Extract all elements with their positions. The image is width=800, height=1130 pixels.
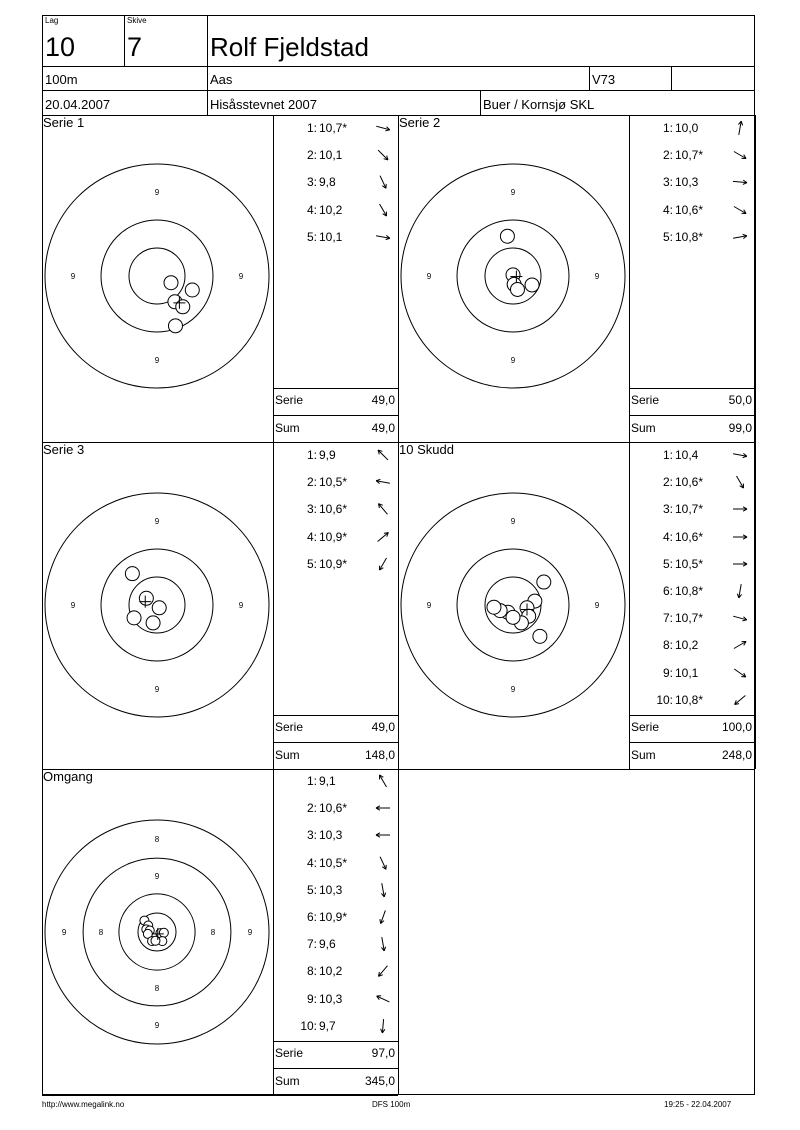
shot-score: 10,4 xyxy=(675,448,699,462)
shot-number: 7: xyxy=(662,611,673,626)
section-title: Serie 3 xyxy=(43,442,85,457)
shot-row xyxy=(629,665,755,681)
target-diagram xyxy=(42,789,273,1095)
serie-line xyxy=(629,388,755,389)
shot-row xyxy=(629,202,755,218)
ring-number-label: 8 xyxy=(210,928,216,937)
shot-score: 10,3 xyxy=(319,991,343,1006)
shot-row xyxy=(273,447,398,463)
shot-row xyxy=(629,120,755,136)
venue: Buer / Kornsjø SKL xyxy=(483,97,595,112)
shot-score: 10,2 xyxy=(319,202,343,217)
ring-number-label: 9 xyxy=(238,272,244,281)
shot-score: 10,6* xyxy=(675,202,704,217)
ring-number-label: 9 xyxy=(510,517,516,526)
serie-label: Serie xyxy=(275,720,304,734)
shot-score: 10,6* xyxy=(319,502,348,517)
shot-score: 10,1 xyxy=(675,665,699,680)
shot-score: 10,3 xyxy=(319,828,343,843)
direction-arrow-icon xyxy=(731,447,749,463)
serie-line xyxy=(273,388,398,389)
serie-value: 50,0 xyxy=(728,393,752,407)
ring-number-label: 9 xyxy=(247,928,253,937)
shot-number: 10: xyxy=(300,1018,317,1033)
direction-arrow-icon xyxy=(374,174,392,190)
shot-hole xyxy=(159,928,168,937)
direction-arrow-icon xyxy=(374,936,392,952)
serie-value: 100,0 xyxy=(721,720,752,734)
ring-number-label: 9 xyxy=(70,272,76,281)
shot-hole xyxy=(168,319,182,333)
event: Hisåsstevnet 2007 xyxy=(210,97,317,112)
sum-line xyxy=(273,742,398,743)
shot-hole xyxy=(525,278,539,292)
sum-line xyxy=(629,742,755,743)
shot-score: 10,3 xyxy=(675,175,699,190)
target-diagram xyxy=(42,135,273,442)
shot-hole xyxy=(125,567,139,581)
shot-row xyxy=(273,474,398,490)
shot-number: 5: xyxy=(306,229,317,244)
serie-label: Serie xyxy=(275,1046,304,1060)
direction-arrow-icon xyxy=(731,529,749,545)
footer-url: http://www.megalink.no xyxy=(42,1100,125,1109)
shot-row xyxy=(273,529,398,545)
shot-row xyxy=(273,229,398,245)
shot-score: 10,7* xyxy=(675,148,704,163)
shot-number: 1: xyxy=(306,774,317,788)
skive-value: 7 xyxy=(127,32,143,62)
header-divider-lag xyxy=(124,15,125,66)
target-ring xyxy=(457,549,569,661)
direction-arrow-icon xyxy=(731,692,749,708)
sum-value: 49,0 xyxy=(371,421,395,435)
shot-number: 9: xyxy=(306,991,317,1006)
section-right-edge xyxy=(398,769,399,1095)
shot-number: 3: xyxy=(306,502,317,517)
shot-hole xyxy=(151,936,160,945)
shot-number: 1: xyxy=(662,448,673,462)
shot-score: 10,7* xyxy=(319,121,348,135)
shot-number: 4: xyxy=(662,529,673,544)
shot-number: 4: xyxy=(306,529,317,544)
header-line-1 xyxy=(42,66,755,67)
shot-score: 10,6* xyxy=(675,529,704,544)
shot-row xyxy=(629,556,755,572)
shot-hole xyxy=(537,575,551,589)
ring-number-label: 9 xyxy=(426,601,432,610)
lag-label: Lag xyxy=(45,16,59,25)
shot-hole xyxy=(510,282,524,296)
direction-arrow-icon xyxy=(374,120,392,136)
footer-center: DFS 100m xyxy=(372,1100,411,1109)
section-right-edge xyxy=(755,115,756,442)
sum-value: 248,0 xyxy=(721,748,752,762)
section-bottom-edge xyxy=(42,1095,398,1096)
sum-label: Sum xyxy=(631,421,656,435)
shot-row xyxy=(273,202,398,218)
shot-row xyxy=(629,583,755,599)
shot-score: 10,1 xyxy=(319,148,343,163)
shot-number: 2: xyxy=(662,148,673,163)
lag-value: 10 xyxy=(45,32,76,62)
shot-number: 3: xyxy=(662,175,673,190)
serie-line xyxy=(273,1041,398,1042)
distance: 100m xyxy=(45,72,78,87)
ring-number-label: 9 xyxy=(70,601,76,610)
serie-value: 49,0 xyxy=(371,393,395,407)
shot-row xyxy=(273,120,398,136)
shot-number: 6: xyxy=(306,910,317,924)
direction-arrow-icon xyxy=(731,501,749,517)
shot-number: 4: xyxy=(662,202,673,217)
ring-number-label: 9 xyxy=(426,272,432,281)
shot-number: 1: xyxy=(306,121,317,135)
shot-row xyxy=(629,610,755,626)
shot-row xyxy=(629,474,755,490)
shot-score: 10,5* xyxy=(675,556,704,571)
shot-number: 5: xyxy=(662,556,673,571)
shot-row xyxy=(273,501,398,517)
shot-score: 9,1 xyxy=(319,774,336,788)
ring-number-label: 9 xyxy=(154,685,160,694)
shot-score: 10,5* xyxy=(319,475,348,490)
shot-row xyxy=(273,909,398,925)
shot-number: 3: xyxy=(306,828,317,843)
shot-row xyxy=(273,1018,398,1034)
shot-score: 10,2 xyxy=(675,638,699,653)
header-divider-class xyxy=(589,66,590,90)
shot-row xyxy=(629,229,755,245)
direction-arrow-icon xyxy=(731,229,749,245)
direction-arrow-icon xyxy=(731,174,749,190)
section-title: Omgang xyxy=(43,769,93,784)
shot-hole xyxy=(500,229,514,243)
shot-number: 1: xyxy=(306,448,317,462)
serie-label: Serie xyxy=(631,720,660,734)
target-ring xyxy=(45,164,269,388)
shot-score: 10,5* xyxy=(319,855,348,870)
shot-number: 2: xyxy=(306,148,317,163)
shot-number: 8: xyxy=(662,638,673,653)
skive-label: Skive xyxy=(127,16,147,25)
direction-arrow-icon xyxy=(374,501,392,517)
shot-row xyxy=(629,637,755,653)
shot-number: 10: xyxy=(656,692,673,707)
direction-arrow-icon xyxy=(374,773,392,789)
shot-number: 4: xyxy=(306,855,317,870)
shot-row xyxy=(273,882,398,898)
shot-score: 10,7* xyxy=(675,611,704,626)
shot-row xyxy=(273,936,398,952)
ring-number-label: 9 xyxy=(154,517,160,526)
shot-row xyxy=(629,147,755,163)
direction-arrow-icon xyxy=(374,556,392,572)
shot-row xyxy=(273,855,398,871)
section-bottom-edge xyxy=(42,769,398,770)
direction-arrow-icon xyxy=(731,202,749,218)
shot-row xyxy=(273,963,398,979)
target-ring xyxy=(401,493,625,717)
section-bottom-edge xyxy=(42,442,398,443)
sum-label: Sum xyxy=(631,748,656,762)
direction-arrow-icon xyxy=(374,963,392,979)
ring-number-label: 9 xyxy=(154,188,160,197)
shot-score: 9,7 xyxy=(319,1018,336,1033)
ring-number-label: 9 xyxy=(154,1020,160,1030)
direction-arrow-icon xyxy=(374,991,392,1007)
serie-value: 49,0 xyxy=(371,720,395,734)
ring-number-label: 9 xyxy=(61,928,67,937)
sum-label: Sum xyxy=(275,421,300,435)
shot-score: 9,6 xyxy=(319,937,336,952)
shot-row xyxy=(273,773,398,789)
target-ring xyxy=(101,220,213,332)
target-diagram xyxy=(42,462,273,769)
ring-number-label: 9 xyxy=(510,188,516,197)
direction-arrow-icon xyxy=(731,556,749,572)
shot-hole xyxy=(127,611,141,625)
shot-hole xyxy=(146,616,160,630)
shot-row xyxy=(629,174,755,190)
direction-arrow-icon xyxy=(374,474,392,490)
shot-hole xyxy=(506,610,520,624)
section-title: Serie 1 xyxy=(43,115,85,130)
ring-number-label: 9 xyxy=(154,872,160,881)
shot-score: 9,8 xyxy=(319,175,336,190)
direction-arrow-icon xyxy=(731,637,749,653)
shot-number: 8: xyxy=(306,964,317,979)
shot-number: 5: xyxy=(306,882,317,897)
shot-number: 9: xyxy=(662,665,673,680)
direction-arrow-icon xyxy=(374,202,392,218)
shot-score: 10,9* xyxy=(319,556,348,571)
shot-score: 10,0 xyxy=(675,121,699,135)
direction-arrow-icon xyxy=(731,147,749,163)
shot-score: 10,9* xyxy=(319,529,348,544)
target-diagram xyxy=(398,135,629,442)
direction-arrow-icon xyxy=(731,474,749,490)
serie-line xyxy=(273,715,398,716)
shot-number: 7: xyxy=(306,937,317,952)
direction-arrow-icon xyxy=(731,120,749,136)
shot-score: 9,9 xyxy=(319,448,336,462)
ring-number-label: 9 xyxy=(594,272,600,281)
serie-label: Serie xyxy=(631,393,660,407)
shot-number: 2: xyxy=(306,801,317,816)
footer-timestamp: 19:25 - 22.04.2007 xyxy=(664,1100,732,1109)
section-title: Serie 2 xyxy=(399,115,441,130)
shot-hole xyxy=(152,601,166,615)
shot-score: 10,8* xyxy=(675,692,704,707)
shot-row xyxy=(273,147,398,163)
shot-hole xyxy=(487,600,501,614)
direction-arrow-icon xyxy=(374,855,392,871)
club: Aas xyxy=(210,72,233,87)
shot-row xyxy=(273,174,398,190)
serie-line xyxy=(629,715,755,716)
sum-value: 345,0 xyxy=(364,1074,395,1088)
section-right-edge xyxy=(755,442,756,769)
direction-arrow-icon xyxy=(374,827,392,843)
ring-number-label: 8 xyxy=(98,928,104,937)
shot-number: 1: xyxy=(662,121,673,135)
section-title: 10 Skudd xyxy=(399,442,454,457)
shot-row xyxy=(629,501,755,517)
sum-value: 148,0 xyxy=(364,748,395,762)
ring-number-label: 9 xyxy=(510,356,516,365)
shot-number: 5: xyxy=(662,229,673,244)
shot-row xyxy=(273,991,398,1007)
class: V73 xyxy=(592,72,616,87)
direction-arrow-icon xyxy=(374,447,392,463)
shot-hole xyxy=(139,591,153,605)
sum-label: Sum xyxy=(275,1074,300,1088)
ring-number-label: 9 xyxy=(154,356,160,365)
ring-number-label: 8 xyxy=(154,984,160,993)
ring-number-label: 8 xyxy=(154,835,160,845)
direction-arrow-icon xyxy=(374,229,392,245)
shot-number: 3: xyxy=(306,175,317,190)
shot-number: 2: xyxy=(306,475,317,490)
shot-score: 10,8* xyxy=(675,229,704,244)
shot-score: 10,7* xyxy=(675,502,704,517)
direction-arrow-icon xyxy=(374,529,392,545)
shot-number: 5: xyxy=(306,556,317,571)
shot-row xyxy=(273,827,398,843)
section-bottom-edge xyxy=(398,769,755,770)
ring-number-label: 9 xyxy=(510,685,516,694)
direction-arrow-icon xyxy=(374,882,392,898)
direction-arrow-icon xyxy=(731,665,749,681)
shot-row xyxy=(273,556,398,572)
sum-line xyxy=(629,415,755,416)
shooter-name: Rolf Fjeldstad xyxy=(210,32,369,62)
shot-score: 10,8* xyxy=(675,584,704,598)
direction-arrow-icon xyxy=(374,800,392,816)
shot-number: 4: xyxy=(306,202,317,217)
direction-arrow-icon xyxy=(731,610,749,626)
shot-hole xyxy=(176,300,190,314)
direction-arrow-icon xyxy=(374,909,392,925)
date: 20.04.2007 xyxy=(45,97,111,112)
direction-arrow-icon xyxy=(731,583,749,599)
shot-hole xyxy=(164,276,178,290)
serie-label: Serie xyxy=(275,393,304,407)
shot-score: 10,2 xyxy=(319,964,343,979)
sum-line xyxy=(273,1068,398,1069)
shot-score: 10,6* xyxy=(319,801,348,816)
sum-label: Sum xyxy=(275,748,300,762)
ring-number-label: 9 xyxy=(238,601,244,610)
header-line-2 xyxy=(42,90,755,91)
direction-arrow-icon xyxy=(374,1018,392,1034)
serie-value: 97,0 xyxy=(371,1046,395,1060)
shot-row xyxy=(629,447,755,463)
sum-line xyxy=(273,415,398,416)
ring-number-label: 9 xyxy=(594,601,600,610)
target-diagram xyxy=(398,462,629,769)
shot-number: 6: xyxy=(662,584,673,598)
direction-arrow-icon xyxy=(374,147,392,163)
header-divider-class2 xyxy=(671,66,672,90)
header-divider-venue xyxy=(480,90,481,115)
shot-hole xyxy=(533,629,547,643)
shot-score: 10,1 xyxy=(319,229,343,244)
shot-number: 3: xyxy=(662,502,673,517)
shot-number: 2: xyxy=(662,475,673,490)
shot-row xyxy=(629,529,755,545)
shot-hole xyxy=(185,283,199,297)
shot-row xyxy=(629,692,755,708)
header-divider-skive xyxy=(207,15,208,115)
shot-score: 10,6* xyxy=(675,475,704,490)
shot-score: 10,3 xyxy=(319,882,343,897)
sum-value: 99,0 xyxy=(728,421,752,435)
shot-score: 10,9* xyxy=(319,910,348,924)
shot-row xyxy=(273,800,398,816)
